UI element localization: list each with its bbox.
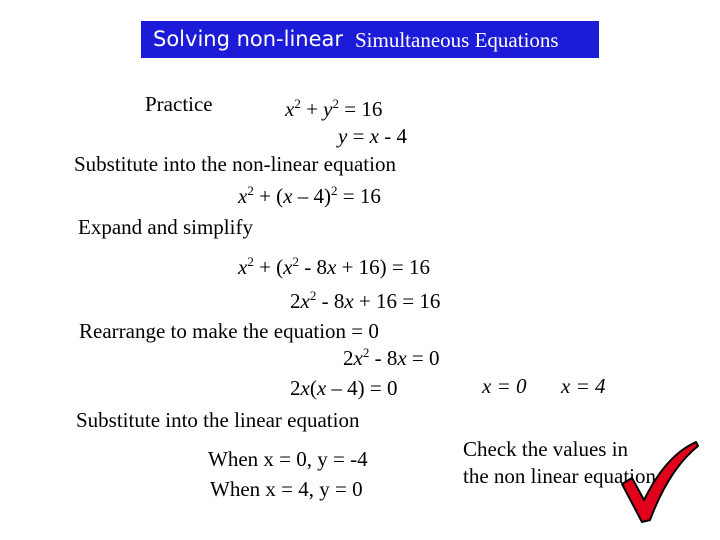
title-serif-part: Simultaneous Equations bbox=[355, 28, 559, 52]
checkmark-icon bbox=[620, 440, 700, 525]
step-rearrange: Rearrange to make the equation = 0 bbox=[79, 319, 379, 343]
equation-line: y = x - 4 bbox=[338, 124, 407, 148]
equation-substituted: $x^2 + (x - 4)^2 = 16$ bbox=[238, 183, 381, 208]
step-substitute-nonlinear: Substitute into the non-linear equation bbox=[74, 152, 396, 176]
practice-label: Practice bbox=[145, 92, 213, 116]
result-x-four: When x = 4, y = 0 bbox=[210, 477, 363, 501]
check-note-line2: the non linear equation bbox=[463, 464, 657, 488]
result-x-zero: When x = 0, y = -4 bbox=[208, 447, 368, 471]
equation-expanded: $x^2 + (x^2 - 8x + 16) = 16$ bbox=[238, 254, 431, 279]
check-note-line1: Check the values in bbox=[463, 437, 629, 461]
step-expand-simplify: Expand and simplify bbox=[78, 215, 253, 239]
step-substitute-linear: Substitute into the linear equation bbox=[76, 408, 360, 432]
equation-factorised: 2x(x – 4) = 0 bbox=[290, 376, 398, 400]
equation-circle: $x^2 + y^2 = 16$ bbox=[285, 96, 383, 121]
solution-x-four: x = 4 bbox=[561, 374, 606, 398]
equation-rearranged: $2x^2 - 8x = 0$ bbox=[343, 345, 440, 370]
equation-simplified: $2x^2 - 8x + 16 = 16$ bbox=[290, 288, 441, 313]
title-sans-part: Solving non-linear bbox=[153, 27, 344, 51]
solution-x-zero: x = 0 bbox=[482, 374, 527, 398]
